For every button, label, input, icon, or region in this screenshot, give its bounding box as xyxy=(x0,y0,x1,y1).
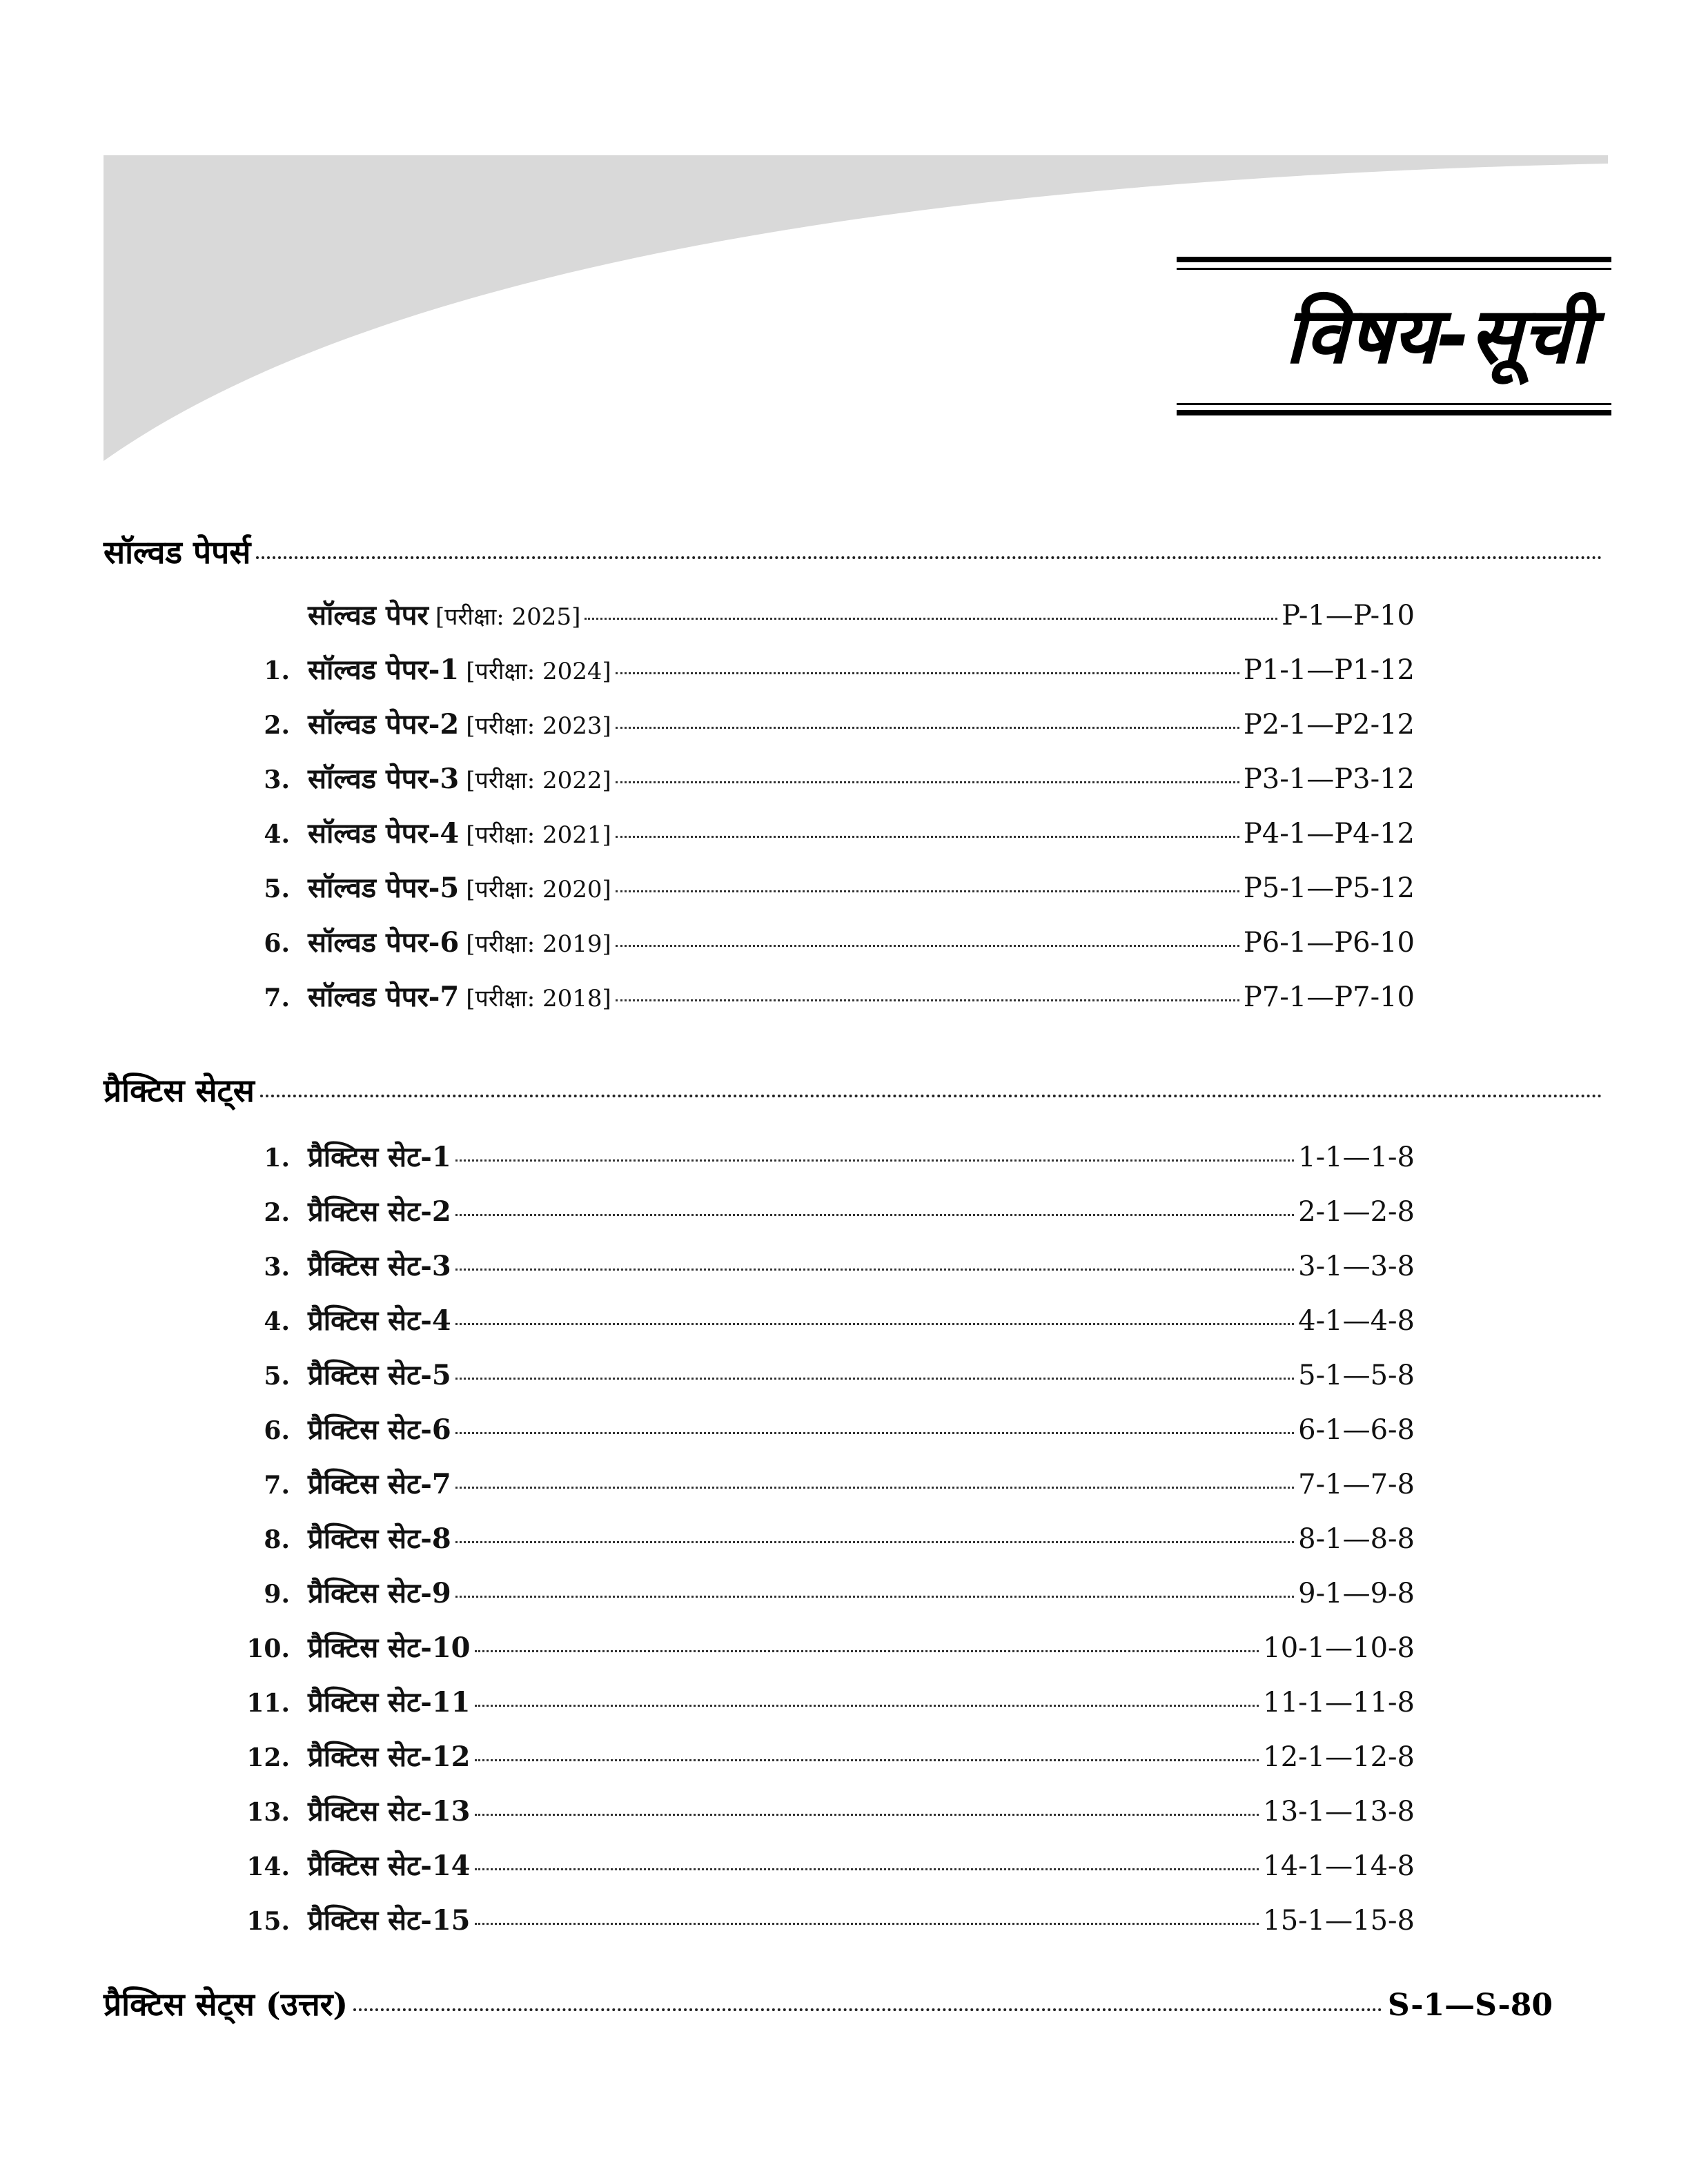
dot-leader xyxy=(616,999,1239,1001)
entry-title: सॉल्वड पेपर-5 xyxy=(308,872,460,904)
entry-exam-year: [परीक्षा: 2025] xyxy=(435,603,581,631)
toc-entry[interactable] xyxy=(228,1409,1415,1451)
toc-entry[interactable] xyxy=(228,649,1415,691)
entry-number: 7. xyxy=(264,1471,290,1500)
entry-page-range: 9-1—9-8 xyxy=(1298,1578,1415,1609)
dot-leader xyxy=(475,1759,1259,1761)
entry-exam-year: [परीक्षा: 2023] xyxy=(466,712,611,740)
entry-page-range: 10-1—10-8 xyxy=(1263,1632,1415,1664)
toc-entry[interactable] xyxy=(228,595,1415,636)
entry-number: 2. xyxy=(264,711,290,740)
entry-page-range: 5-1—5-8 xyxy=(1298,1360,1415,1391)
entry-exam-year: [परीक्षा: 2021] xyxy=(466,821,611,849)
entry-title: सॉल्वड पेपर-4 xyxy=(308,817,460,850)
entry-number: 4. xyxy=(264,820,290,849)
dot-leader xyxy=(475,1814,1259,1816)
entry-title: प्रैक्टिस सेट-4 xyxy=(308,1304,451,1337)
toc-entry[interactable] xyxy=(228,1736,1415,1778)
entry-title: सॉल्वड पेपर-2 xyxy=(308,708,460,741)
entry-page-range: P2-1—P2-12 xyxy=(1243,709,1415,741)
dot-leader xyxy=(455,1596,1294,1598)
title-rule-top-thick xyxy=(1177,257,1611,262)
entry-title: सॉल्वड पेपर-7 xyxy=(308,981,460,1013)
entry-page-range: P1-1—P1-12 xyxy=(1243,654,1415,686)
dot-leader xyxy=(616,727,1239,729)
entry-title: प्रैक्टिस सेट-5 xyxy=(308,1359,451,1391)
toc-entry[interactable] xyxy=(228,1845,1415,1887)
entry-title: प्रैक्टिस सेट-14 xyxy=(308,1850,471,1882)
toc-entry[interactable] xyxy=(228,1464,1415,1505)
dot-leader xyxy=(585,618,1277,620)
entry-exam-year: [परीक्षा: 2018] xyxy=(466,985,611,1012)
entry-page-range: 4-1—4-8 xyxy=(1298,1305,1415,1337)
dot-leader xyxy=(256,556,1602,559)
entry-page-range: 15-1—15-8 xyxy=(1263,1905,1415,1937)
toc-entry[interactable] xyxy=(228,758,1415,800)
entry-page-range: P3-1—P3-12 xyxy=(1243,763,1415,795)
toc-entry[interactable] xyxy=(228,1355,1415,1396)
section-page-range: S-1—S-80 xyxy=(1387,1988,1553,2023)
dot-leader xyxy=(455,1214,1294,1216)
entry-page-range: P7-1—P7-10 xyxy=(1243,981,1415,1013)
entry-title: प्रैक्टिस सेट-9 xyxy=(308,1577,451,1609)
toc-entry[interactable] xyxy=(228,1791,1415,1832)
section-heading-label: प्रैक्टिस सेट्स xyxy=(104,1072,255,1109)
toc-entry[interactable] xyxy=(228,1300,1415,1342)
toc-entry[interactable] xyxy=(228,813,1415,854)
entry-page-range: 13-1—13-8 xyxy=(1263,1796,1415,1828)
entry-page-range: 12-1—12-8 xyxy=(1263,1741,1415,1773)
entry-title: प्रैक्टिस सेट-6 xyxy=(308,1413,451,1446)
entry-title: प्रैक्टिस सेट-3 xyxy=(308,1250,451,1282)
toc-entry[interactable] xyxy=(228,868,1415,909)
entry-title: प्रैक्टिस सेट-15 xyxy=(308,1904,471,1937)
entry-title: सॉल्वड पेपर xyxy=(308,599,429,631)
entry-page-range: 1-1—1-8 xyxy=(1298,1142,1415,1173)
entry-number: 11. xyxy=(246,1689,290,1718)
entry-number: 10. xyxy=(246,1634,290,1663)
entry-number: 5. xyxy=(264,874,290,903)
toc-entry[interactable] xyxy=(228,1573,1415,1614)
dot-leader xyxy=(616,890,1239,892)
entry-title: प्रैक्टिस सेट-12 xyxy=(308,1741,471,1773)
toc-entry[interactable] xyxy=(228,1627,1415,1669)
entry-page-range: 8-1—8-8 xyxy=(1298,1523,1415,1555)
dot-leader xyxy=(616,945,1239,947)
toc-entry[interactable] xyxy=(228,704,1415,745)
entry-title: सॉल्वड पेपर-6 xyxy=(308,926,460,959)
toc-entry[interactable] xyxy=(228,922,1415,963)
dot-leader xyxy=(455,1323,1294,1325)
entry-page-range: P-1—P-10 xyxy=(1282,600,1415,631)
page-title: विषय-सूची xyxy=(1284,291,1591,381)
entry-exam-year: [परीक्षा: 2022] xyxy=(466,767,611,794)
entry-number: 13. xyxy=(246,1798,290,1827)
dot-leader xyxy=(455,1159,1294,1162)
dot-leader xyxy=(455,1269,1294,1271)
title-rule-bottom-thick xyxy=(1177,410,1611,415)
entry-page-range: P4-1—P4-12 xyxy=(1243,818,1415,850)
entry-exam-year: [परीक्षा: 2024] xyxy=(466,658,611,685)
entry-number: 6. xyxy=(264,1416,290,1445)
dot-leader xyxy=(475,1868,1259,1870)
toc-entry[interactable] xyxy=(228,1900,1415,1941)
section-heading-label: सॉल्वड पेपर्स xyxy=(104,533,251,571)
entry-title: सॉल्वड पेपर-3 xyxy=(308,763,460,795)
toc-entry[interactable] xyxy=(228,1682,1415,1723)
dot-leader xyxy=(455,1541,1294,1543)
entry-number: 1. xyxy=(264,656,290,685)
entry-page-range: 7-1—7-8 xyxy=(1298,1469,1415,1500)
entry-title: प्रैक्टिस सेट-2 xyxy=(308,1195,451,1228)
section-heading-solved-papers[interactable] xyxy=(104,530,1608,573)
entry-number: 5. xyxy=(264,1362,290,1391)
dot-leader xyxy=(475,1650,1259,1652)
entry-page-range: 6-1—6-8 xyxy=(1298,1414,1415,1446)
entry-page-range: 14-1—14-8 xyxy=(1263,1850,1415,1882)
title-rule-top-thin xyxy=(1177,268,1611,270)
entry-number: 6. xyxy=(264,929,290,958)
entry-number: 4. xyxy=(264,1307,290,1336)
entry-exam-year: [परीक्षा: 2020] xyxy=(466,876,611,903)
entry-page-range: P6-1—P6-10 xyxy=(1243,927,1415,959)
section-heading-practice-sets-answers[interactable] xyxy=(104,1982,1553,2025)
entry-title: प्रैक्टिस सेट-11 xyxy=(308,1686,471,1718)
entry-title: प्रैक्टिस सेट-13 xyxy=(308,1795,471,1828)
entry-title: प्रैक्टिस सेट-8 xyxy=(308,1522,451,1555)
entry-page-range: P5-1—P5-12 xyxy=(1243,872,1415,904)
toc-entry[interactable] xyxy=(228,1518,1415,1560)
entry-number: 8. xyxy=(264,1525,290,1554)
entry-page-range: 3-1—3-8 xyxy=(1298,1251,1415,1282)
section-heading-label: प्रैक्टिस सेट्स (उत्तर) xyxy=(104,1986,349,2023)
entry-number: 7. xyxy=(264,983,290,1012)
title-rule-bottom-thin xyxy=(1177,403,1611,405)
entry-number: 1. xyxy=(264,1144,290,1173)
toc-entry[interactable] xyxy=(228,1137,1415,1178)
dot-leader xyxy=(475,1705,1259,1707)
dot-leader xyxy=(475,1923,1259,1925)
dot-leader xyxy=(616,672,1239,674)
entry-page-range: 2-1—2-8 xyxy=(1298,1196,1415,1228)
title-block xyxy=(1177,257,1611,417)
section-heading-practice-sets[interactable] xyxy=(104,1068,1608,1111)
entry-title: प्रैक्टिस सेट-7 xyxy=(308,1468,451,1500)
entry-number: 3. xyxy=(264,1253,290,1282)
entry-title: सॉल्वड पेपर-1 xyxy=(308,654,460,686)
entry-number: 2. xyxy=(264,1198,290,1227)
toc-entry[interactable] xyxy=(228,977,1415,1018)
entry-title: प्रैक्टिस सेट-1 xyxy=(308,1141,451,1173)
entry-page-range: 11-1—11-8 xyxy=(1263,1687,1415,1718)
entry-exam-year: [परीक्षा: 2019] xyxy=(466,930,611,958)
dot-leader xyxy=(455,1378,1294,1380)
toc-entry[interactable] xyxy=(228,1191,1415,1233)
dot-leader xyxy=(616,781,1239,783)
entry-title: प्रैक्टिस सेट-10 xyxy=(308,1632,471,1664)
toc-entry[interactable] xyxy=(228,1246,1415,1287)
dot-leader xyxy=(616,836,1239,838)
entry-number: 14. xyxy=(246,1852,290,1881)
entry-number: 9. xyxy=(264,1580,290,1609)
entry-number: 12. xyxy=(246,1743,290,1772)
dot-leader xyxy=(455,1432,1294,1434)
dot-leader xyxy=(260,1095,1602,1097)
dot-leader xyxy=(455,1487,1294,1489)
entry-number: 15. xyxy=(246,1907,290,1936)
entry-number: 3. xyxy=(264,765,290,794)
dot-leader xyxy=(353,2008,1382,2011)
